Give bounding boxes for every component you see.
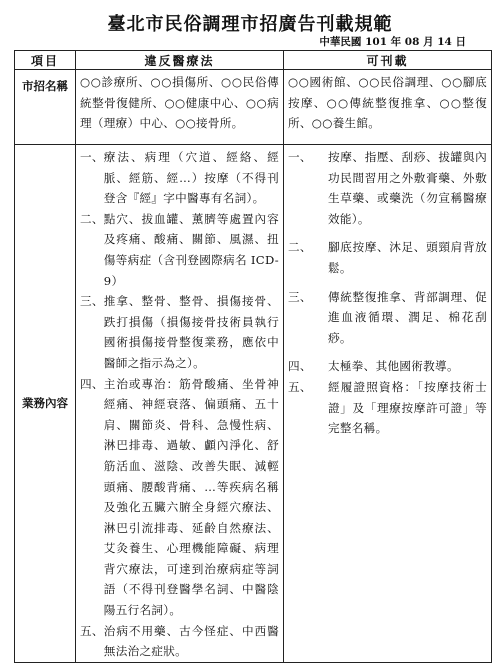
header-violation: 違反醫療法: [76, 51, 284, 70]
list-item: [288, 237, 487, 278]
item-text: 治病不用藥、古今怪症、中西醫無法治之症狀。: [103, 623, 279, 659]
list-item: [288, 287, 487, 349]
item-text: 推拿、整骨、整骨、損傷接骨、跌打損傷（損傷接骨技術員執行國術損傷接骨整復業務，應依中醫師之指示為之）。: [103, 294, 279, 370]
signboard-violation: ○○診療所、○○損傷所、○○民俗傳統整骨復健所、○○健康中心、○○病理（理療）中心、○○接骨所。: [76, 70, 284, 145]
header-allowed: 可刊載: [284, 51, 492, 70]
list-item: [80, 291, 279, 373]
item-text: 主治或專治：筋骨酸痛、坐骨神經痛、神經衰落、偏頭痛、五十肩、關節炎、骨科、急慢性病、淋巴排毒、過敏、顱內淨化、舒筋活血、滋陰、改善失眠、減輕頭痛、腰酸背痛、…等疾病名稱及強化五臟六腑全身經穴療法、淋巴引流排毒、延齡自然療法、艾灸養生、心理機能障礙、病理背穴療法，可達到治療病症等詞語（不得刊登醫學名詞、中醫陰陽五行名詞）。: [103, 376, 279, 618]
item-text: 腳底按摩、沐足、頭頸肩背放鬆。: [328, 240, 487, 275]
business-row: [15, 145, 492, 663]
list-item: [288, 147, 487, 229]
document-title: 臺北市民俗調理市招廣告刊載規範: [107, 14, 393, 35]
item-number: 二、: [288, 240, 312, 255]
list-item: [80, 209, 279, 291]
item-number: 四、: [80, 376, 104, 391]
document-date: 中華民國 101 年 08 月 14 日: [319, 36, 466, 48]
item-number: 三、: [288, 289, 312, 304]
item-text: 點穴、拔血罐、薰臍等處置內容及疼痛、酸痛、關節、風濕、扭傷等病症（含刊登國際病名 ICD- 9）: [103, 211, 279, 288]
header-row: [15, 51, 492, 70]
business-allowed: [284, 145, 492, 663]
item-number: 五、: [288, 379, 312, 394]
item-number: 二、: [80, 211, 104, 226]
item-text: 經履證照資格：「按摩技術士證」及「理療按摩許可證」等完整名稱。: [328, 379, 487, 436]
list-item: [80, 621, 279, 662]
item-number: 三、: [80, 294, 104, 309]
regulation-table: [14, 50, 492, 663]
signboard-allowed: ○○國術館、○○民俗調理、○○腳底按摩、○○傳統整復推拿、○○整復所、○○養生館。: [284, 70, 492, 145]
item-text: 傳統整復推拿、背部調理、促進血液循環、潤足、棉花刮痧。: [328, 289, 487, 345]
header-item: 項目: [15, 51, 76, 70]
business-violation: [76, 145, 284, 663]
list-item: [80, 147, 279, 209]
item-text: 按摩、指壓、刮痧、拔罐與內功民間習用之外敷膏藥、外敷生草藥、或藥洗（勿宣稱醫療效能）。: [328, 150, 487, 226]
item-text: 太極拳、其他國術教導。: [328, 359, 459, 374]
list-item: [288, 356, 487, 377]
list-item: [288, 377, 487, 439]
item-number: 四、: [288, 359, 312, 374]
item-number: 一、: [288, 150, 312, 164]
row-label-business: 業務內容: [15, 145, 76, 663]
list-item: [80, 374, 279, 621]
signboard-row: [15, 70, 492, 145]
item-number: 一、: [80, 150, 104, 164]
row-label-signboard: 市招名稱: [15, 70, 76, 145]
item-number: 五、: [80, 623, 104, 638]
item-text: 療法、病理（穴道、經絡、經脈、經筋、經…）按摩（不得刊登含『經』字中醫專有名詞）。: [103, 150, 279, 206]
